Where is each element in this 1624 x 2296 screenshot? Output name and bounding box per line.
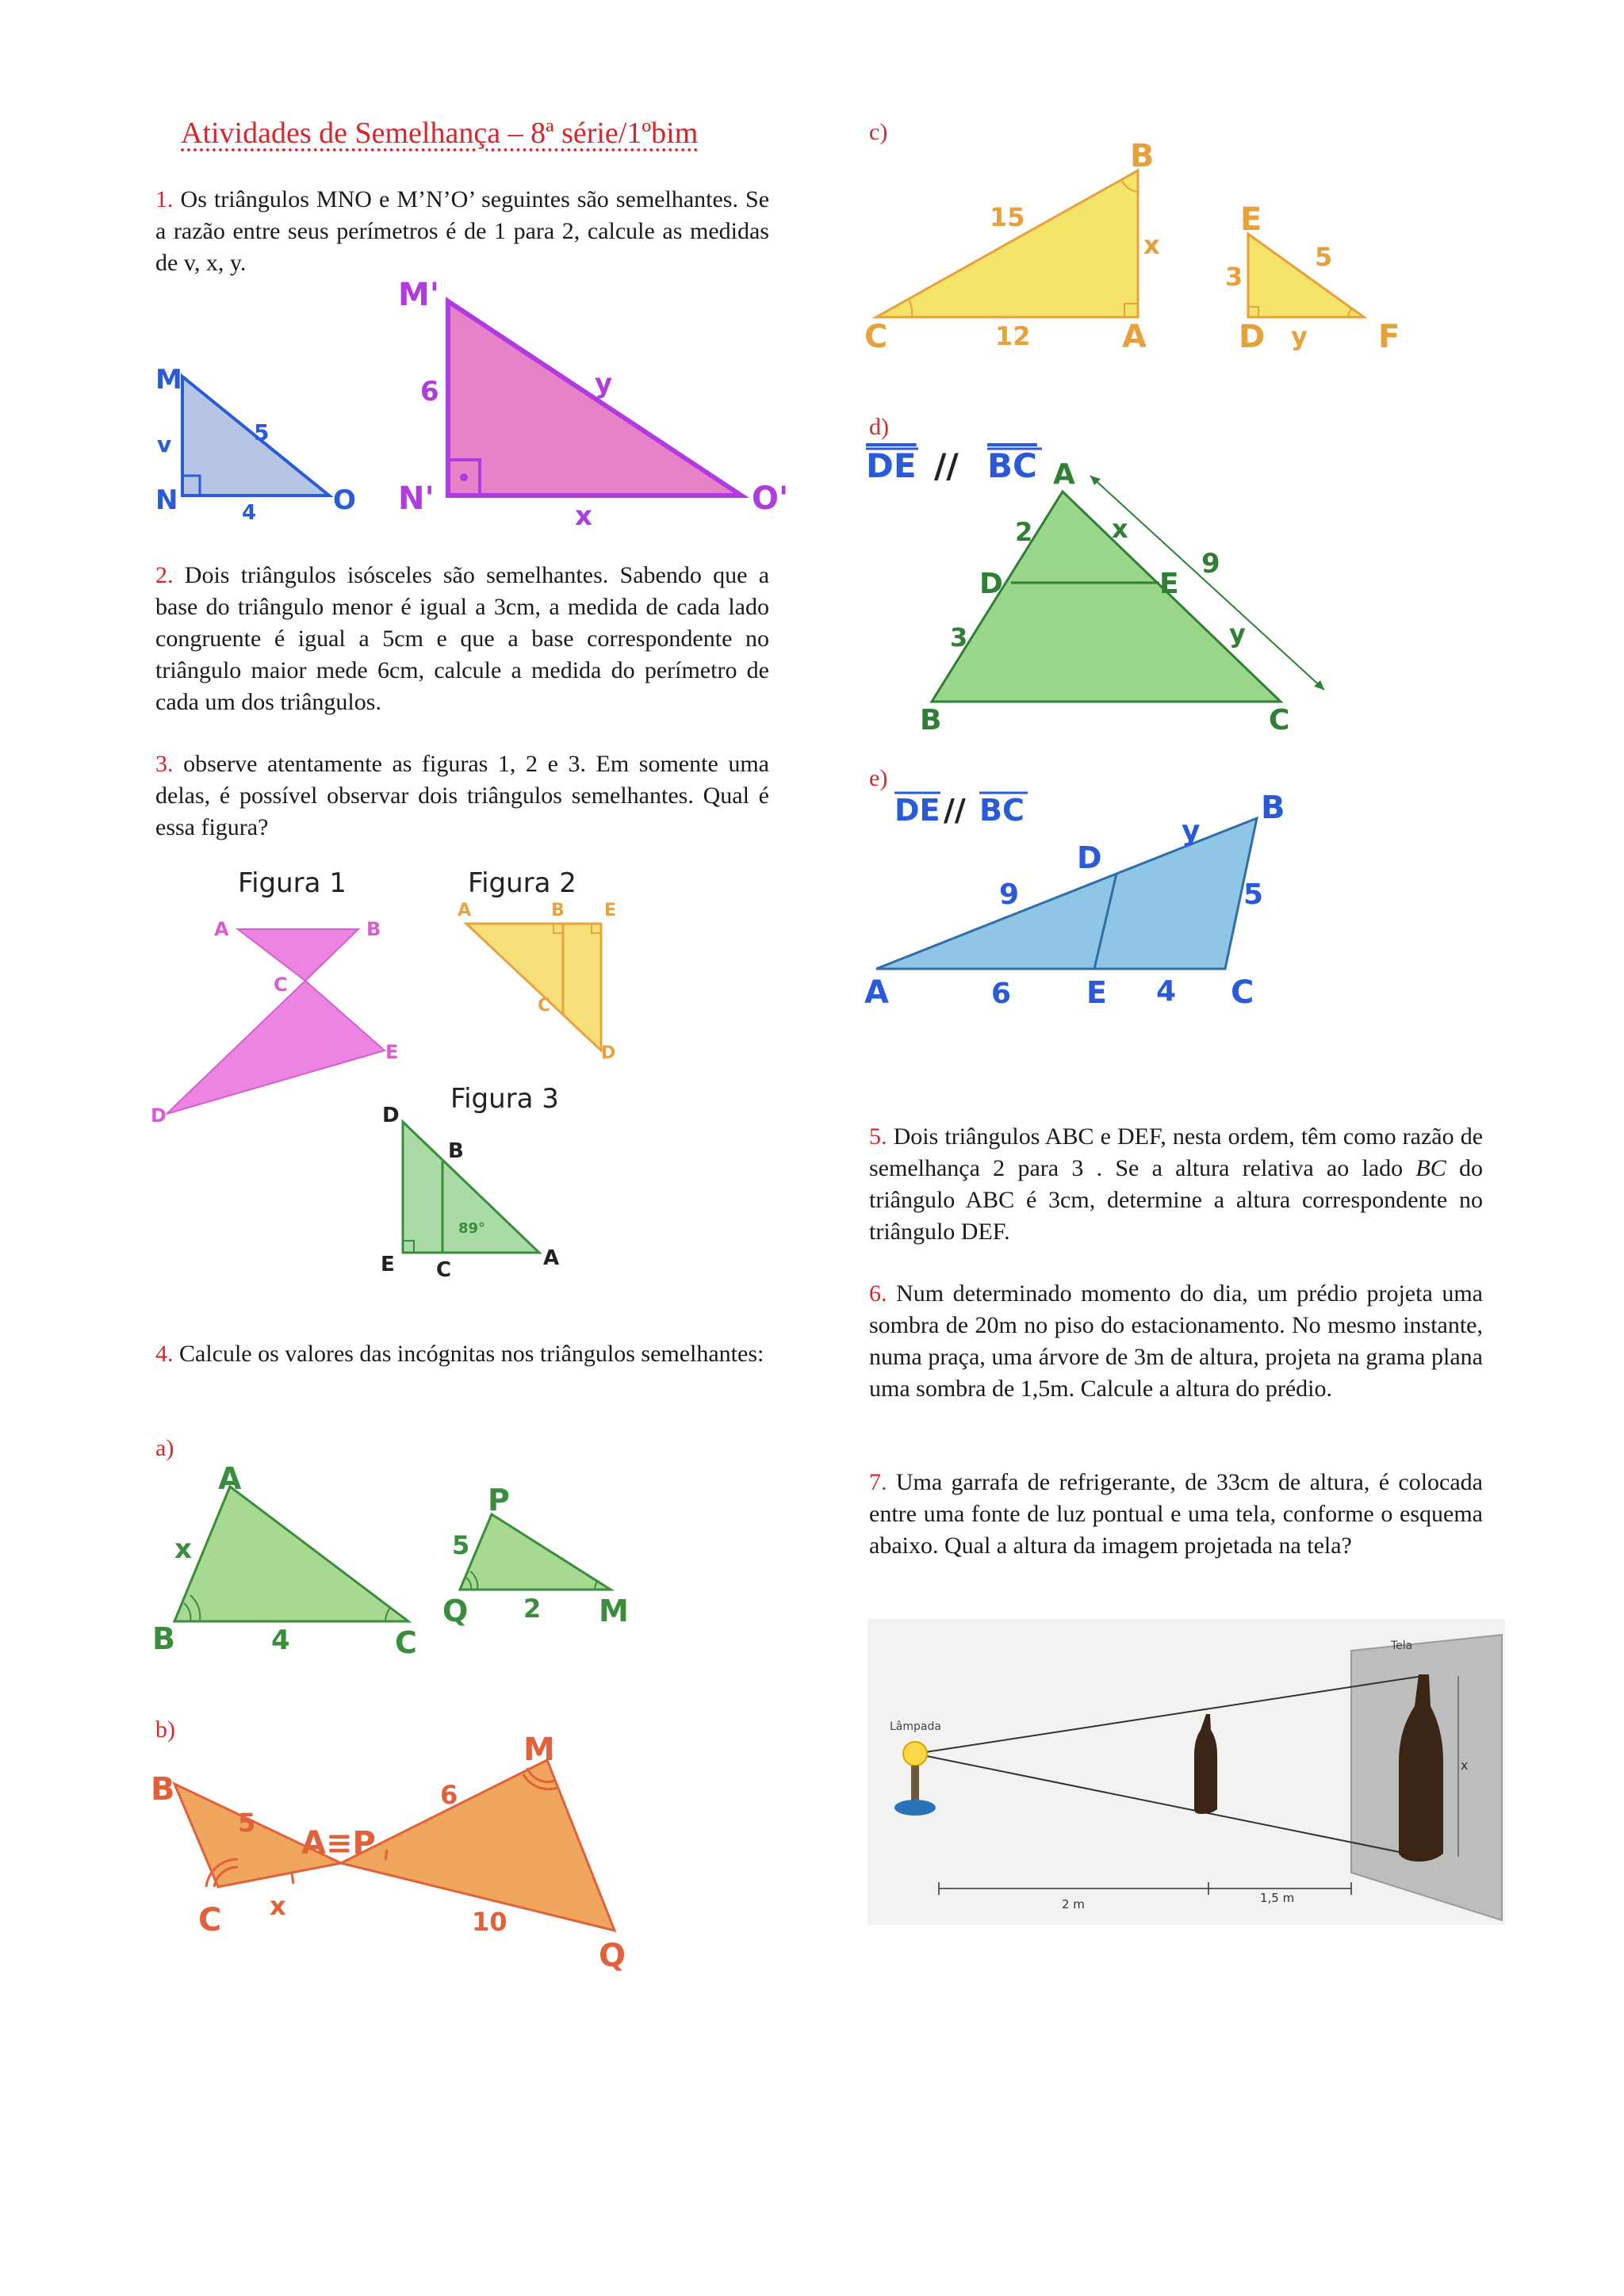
- label-M: M: [523, 1732, 555, 1768]
- label-5: 5: [452, 1530, 470, 1560]
- label-A: A: [543, 1246, 560, 1270]
- label-A: A: [458, 901, 472, 920]
- segment-BC: BC: [979, 793, 1025, 828]
- question-number: 3.: [155, 751, 174, 777]
- label-2: 2: [1015, 517, 1033, 547]
- label-5: 5: [1315, 242, 1333, 272]
- figure-4a-triangles: [151, 1459, 642, 1665]
- angle-label: 89°: [458, 1220, 486, 1237]
- label-P: P: [488, 1483, 510, 1517]
- question-number: 4.: [155, 1341, 174, 1367]
- question-text: Dois triângulos isósceles são semelhantes. Sabendo que a base do triângulo menor é igual a 3cm, a medida de cada lado congruente é igual a 5cm e que a base correspondente no triângulo maior mede 6cm, calcule a medida do perímetro de cada um dos triângulos.: [155, 562, 770, 715]
- figure-1-triangle-abc: [238, 929, 358, 981]
- figure-4e-triangle: [864, 785, 1451, 1015]
- label-9: 9: [1201, 548, 1220, 580]
- question-number: 1.: [155, 186, 174, 212]
- label-C: C: [395, 1625, 417, 1660]
- label-B: B: [920, 704, 942, 737]
- label-D: D: [601, 1043, 616, 1063]
- question-text: Calcule os valores das incógnitas nos triângulos semelhantes:: [179, 1341, 764, 1367]
- label-x: x: [1461, 1758, 1469, 1773]
- label-A: A: [1053, 458, 1075, 491]
- segment-DE: DE: [894, 793, 940, 828]
- label-b: b): [155, 1716, 175, 1743]
- label-E: E: [385, 1041, 399, 1063]
- triangle-pqm: [460, 1514, 611, 1590]
- segment-BC: BC: [987, 446, 1037, 485]
- distance-2: 1,5 m: [1260, 1891, 1295, 1905]
- figure-4c-triangles: [864, 138, 1419, 357]
- lamp-label: Lâmpada: [890, 1720, 941, 1733]
- label-2: 2: [523, 1594, 542, 1624]
- label-C: C: [274, 974, 288, 996]
- label-C: C: [1231, 974, 1254, 1011]
- parallel-symbol: //: [934, 446, 959, 485]
- label-Q: Q: [599, 1938, 626, 1974]
- label-D: D: [1239, 319, 1266, 355]
- label-B: B: [152, 1621, 175, 1656]
- label-E: E: [1240, 201, 1262, 238]
- label-Mp: M': [398, 277, 440, 313]
- label-x: x: [1143, 230, 1160, 260]
- label-C: C: [538, 996, 551, 1016]
- question-number: 6.: [869, 1280, 887, 1307]
- label-v: v: [157, 431, 172, 457]
- label-B: B: [448, 1139, 464, 1163]
- label-4: 4: [271, 1624, 290, 1656]
- question-6: [869, 1278, 1483, 1405]
- label-e: e): [869, 765, 888, 791]
- label-D: D: [151, 1104, 167, 1127]
- figure-1-triangle-cde: [167, 981, 385, 1114]
- question-text-italic: BC: [1415, 1155, 1446, 1181]
- label-E: E: [1159, 568, 1179, 600]
- label-A: A: [864, 974, 889, 1011]
- label-x: x: [1112, 514, 1128, 544]
- label-E: E: [604, 901, 617, 920]
- lamp-bulb: [903, 1742, 927, 1766]
- label-B: B: [366, 918, 381, 940]
- question-5: [869, 1121, 1483, 1248]
- screen-label: Tela: [1391, 1640, 1413, 1652]
- label-D: D: [979, 568, 1003, 600]
- label-x: x: [575, 500, 592, 532]
- label-5: 5: [238, 1808, 256, 1838]
- label-Op: O': [752, 480, 789, 517]
- question-3: [155, 748, 769, 844]
- label-4: 4: [1156, 975, 1177, 1008]
- label-c: c): [869, 119, 888, 145]
- question-number: 5.: [869, 1123, 887, 1150]
- label-A: A: [214, 918, 229, 940]
- label-B: B: [1130, 138, 1155, 174]
- label-5: 5: [254, 419, 270, 446]
- question-text: Uma garrafa de refrigerante, de 33cm de altura, é colocada entre uma fonte de luz pontual e uma tela, conforme o esquema abaixo. Qual a altura da imagem projetada na tela?: [869, 1469, 1483, 1559]
- question-number: 2.: [155, 562, 174, 588]
- label-9: 9: [999, 878, 1020, 911]
- label-M: M: [155, 364, 182, 396]
- question-text: Dois triângulos ABC e DEF, nesta ordem, têm como razão de semelhança 2 para 3 . Se a altura relativa ao lado: [869, 1123, 1484, 1181]
- label-AP: A≡P: [301, 1825, 376, 1862]
- label-A: A: [218, 1461, 242, 1496]
- label-15: 15: [990, 202, 1025, 232]
- figure-4b-triangles: [151, 1732, 642, 1974]
- label-M: M: [599, 1594, 629, 1628]
- label-E: E: [381, 1253, 395, 1276]
- label-y: y: [1291, 321, 1308, 351]
- label-5: 5: [1243, 878, 1264, 911]
- label-C: C: [864, 319, 888, 355]
- label-B: B: [1261, 790, 1285, 826]
- label-C: C: [198, 1902, 222, 1938]
- label-y: y: [1182, 815, 1201, 848]
- label-6: 6: [420, 376, 439, 408]
- label-Np: N': [398, 480, 435, 517]
- label-C: C: [436, 1258, 452, 1282]
- question-4: [155, 1338, 769, 1370]
- figure-q3-figures: [151, 860, 658, 1288]
- figura-3-title: Figura 3: [450, 1083, 559, 1115]
- figure-q7-projection: [868, 1619, 1505, 1925]
- triangle-edf: [1248, 234, 1364, 317]
- question-text: Num determinado momento do dia, um prédio projeta uma sombra de 20m no piso do estacionamento. No mesmo instante, numa praça, uma árvore de 3m de altura, projeta na grama plana uma sombra de 1,5m. Calcule a altura do prédio.: [869, 1280, 1483, 1402]
- distance-1: 2 m: [1062, 1897, 1085, 1911]
- question-7: [869, 1467, 1483, 1562]
- label-B: B: [551, 901, 565, 920]
- triangle-abc: [174, 1487, 408, 1621]
- label-O: O: [333, 484, 356, 516]
- label-6: 6: [440, 1780, 458, 1810]
- figure-4d-triangle: [864, 444, 1419, 745]
- label-D: D: [382, 1104, 400, 1127]
- label-4: 4: [242, 501, 257, 525]
- label-12: 12: [995, 321, 1031, 351]
- label-d: d): [869, 414, 889, 440]
- triangle-pmq: [341, 1760, 615, 1931]
- label-x: x: [270, 1891, 286, 1921]
- label-3: 3: [950, 622, 968, 652]
- label-A: A: [1122, 319, 1147, 355]
- label-B: B: [151, 1771, 175, 1808]
- question-text: do triângulo ABC é 3cm, determine a altura correspondente no triângulo DEF.: [869, 1155, 1484, 1245]
- label-3: 3: [1225, 262, 1243, 292]
- segment-DE: DE: [866, 446, 917, 485]
- label-C: C: [1269, 704, 1290, 737]
- label-E: E: [1086, 975, 1107, 1010]
- label-x: x: [174, 1533, 192, 1565]
- figura-1-title: Figura 1: [238, 867, 347, 899]
- label-Q: Q: [442, 1594, 469, 1628]
- question-text: Os triângulos MNO e M’N’O’ seguintes são semelhantes. Se a razão entre seus perímetros é de 1 para 2, calcule as medidas de v, x, y.: [155, 186, 770, 276]
- parallel-symbol: //: [944, 793, 966, 828]
- label-F: F: [1378, 319, 1400, 355]
- figure-2-triangle: [466, 924, 601, 1050]
- label-N: N: [155, 484, 178, 516]
- label-6: 6: [991, 978, 1012, 1010]
- page-title: Atividades de Semelhança – 8ª série/1ºbim: [181, 117, 699, 150]
- triangle-bca: [876, 170, 1138, 317]
- label-a: a): [155, 1435, 174, 1461]
- label-y: y: [595, 368, 613, 400]
- question-number: 7.: [869, 1469, 887, 1495]
- label-10: 10: [472, 1907, 508, 1937]
- question-2: [155, 560, 769, 718]
- figura-2-title: Figura 2: [468, 867, 576, 899]
- question-1: [155, 184, 769, 279]
- label-y: y: [1229, 618, 1246, 649]
- question-text: observe atentamente as figuras 1, 2 e 3. Em somente uma delas, é possível observar dois triângulos semelhantes. Qual é essa figura?: [155, 751, 769, 840]
- label-D: D: [1077, 840, 1102, 875]
- figure-q1-triangles: [151, 277, 801, 531]
